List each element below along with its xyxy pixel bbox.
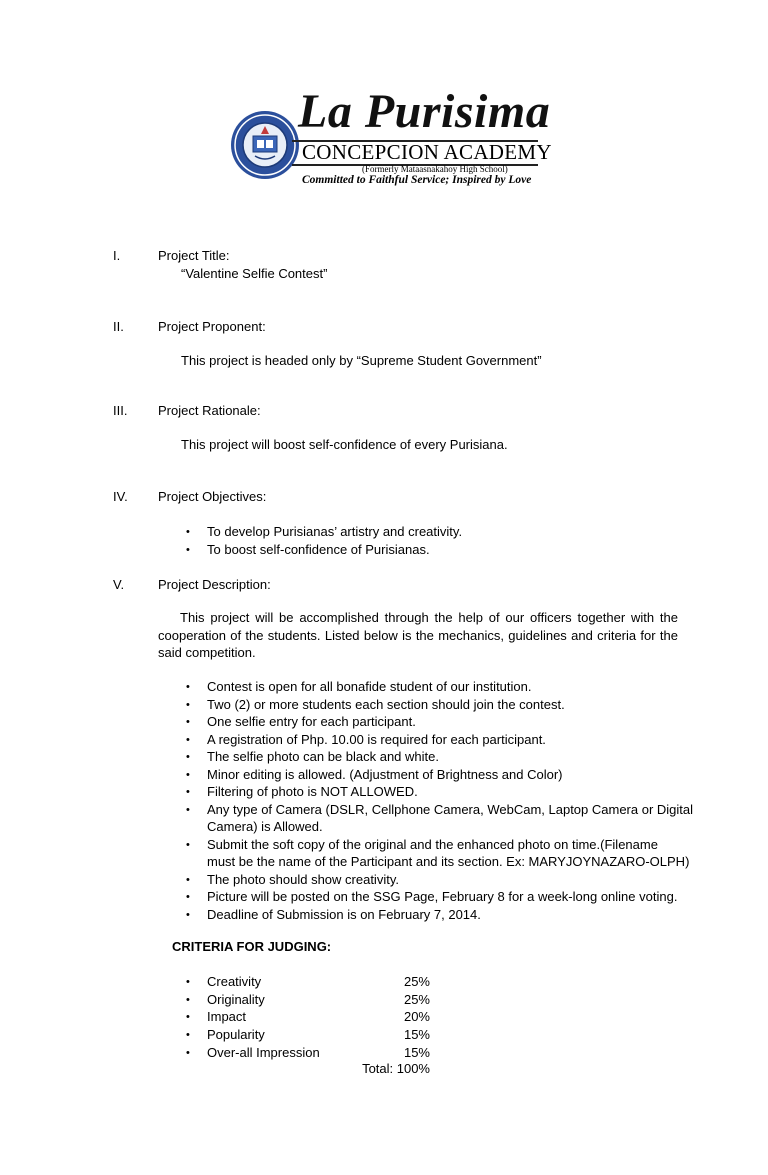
bullet-icon: • — [186, 526, 190, 538]
bullet-icon: • — [186, 769, 190, 781]
list-item: Any type of Camera (DSLR, Cellphone Camera, WebCam, Laptop Camera or Digital — [207, 802, 694, 817]
section-number: I. — [113, 248, 121, 263]
description-text: This project will be accomplished through the help of our officers together with the cooperation of the students. Listed below is the mechanics, guidelines and criteria for the said competition. — [158, 610, 678, 660]
list-item: The photo should show creativity. — [207, 872, 399, 887]
list-item: To boost self-confidence of Purisianas. — [207, 542, 430, 557]
bullet-icon: • — [186, 874, 190, 886]
bullet-icon: • — [186, 839, 190, 851]
school-seal-icon — [230, 110, 300, 180]
criteria-total: Total: 100% — [362, 1061, 430, 1076]
list-item: One selfie entry for each participant. — [207, 714, 416, 729]
criteria-name: Originality — [207, 992, 265, 1007]
list-item: Deadline of Submission is on February 7, 2014. — [207, 907, 481, 922]
criteria-percent: 25% — [403, 992, 430, 1007]
list-item: The selfie photo can be black and white. — [207, 749, 439, 764]
bullet-icon: • — [186, 1011, 190, 1023]
section-number: III. — [113, 403, 128, 418]
logo-wordmark — [292, 85, 552, 193]
criteria-percent: 15% — [403, 1027, 430, 1042]
bullet-icon: • — [186, 716, 190, 728]
bullet-icon: • — [186, 681, 190, 693]
list-item-continuation: must be the name of the Participant and its section. Ex: MARYJOYNAZARO-OLPH) — [207, 854, 690, 869]
bullet-icon: • — [186, 1047, 190, 1059]
section-heading: Project Rationale: — [158, 403, 261, 418]
list-item: Submit the soft copy of the original and the enhanced photo on time.(Filename — [207, 837, 658, 852]
section-heading: Project Title: — [158, 248, 230, 263]
list-item: Two (2) or more students each section should join the contest. — [207, 697, 565, 712]
list-item: Minor editing is allowed. (Adjustment of Brightness and Color) — [207, 767, 563, 782]
list-item-continuation: Camera) is Allowed. — [207, 819, 323, 834]
description-paragraph — [158, 609, 678, 662]
section-body: This project will boost self-confidence of every Purisiana. — [181, 437, 508, 452]
section-number: V. — [113, 577, 125, 592]
criteria-name: Over-all Impression — [207, 1045, 320, 1060]
criteria-percent: 25% — [403, 974, 430, 989]
list-item: Contest is open for all bonafide student of our institution. — [207, 679, 532, 694]
criteria-percent: 20% — [403, 1009, 430, 1024]
bullet-icon: • — [186, 734, 190, 746]
bullet-icon: • — [186, 909, 190, 921]
bullet-icon: • — [186, 976, 190, 988]
bullet-icon: • — [186, 544, 190, 556]
section-number: IV. — [113, 489, 128, 504]
criteria-name: Impact — [207, 1009, 247, 1024]
bullet-icon: • — [186, 699, 190, 711]
list-item: To develop Purisianas’ artistry and creativity. — [207, 524, 463, 539]
bullet-icon: • — [186, 786, 190, 798]
section-number: II. — [113, 319, 124, 334]
criteria-heading: CRITERIA FOR JUDGING: — [172, 939, 332, 954]
criteria-name: Creativity — [207, 974, 262, 989]
former-name: (Formerly Mataasnakahoy High School) — [362, 164, 508, 174]
bullet-icon: • — [186, 891, 190, 903]
bullet-icon: • — [186, 751, 190, 763]
bullet-icon: • — [186, 994, 190, 1006]
list-item: Filtering of photo is NOT ALLOWED. — [207, 784, 418, 799]
criteria-name: Popularity — [207, 1027, 265, 1042]
brand-name: La Purisima — [298, 85, 551, 138]
criteria-percent: 15% — [403, 1045, 430, 1060]
section-heading: Project Description: — [158, 577, 271, 592]
section-body: This project is headed only by “Supreme Student Government” — [181, 353, 542, 368]
list-item: A registration of Php. 10.00 is required for each participant. — [207, 732, 546, 747]
bullet-icon: • — [186, 804, 190, 816]
section-heading: Project Proponent: — [158, 319, 266, 334]
school-logo — [230, 85, 552, 193]
section-heading: Project Objectives: — [158, 489, 267, 504]
list-item: Picture will be posted on the SSG Page, February 8 for a week-long online voting. — [207, 889, 678, 904]
project-title: “Valentine Selfie Contest” — [181, 266, 328, 281]
bullet-icon: • — [186, 1029, 190, 1041]
school-motto: Committed to Faithful Service; Inspired by Love — [302, 174, 532, 186]
academy-name: CONCEPCION ACADEMY — [302, 140, 552, 164]
